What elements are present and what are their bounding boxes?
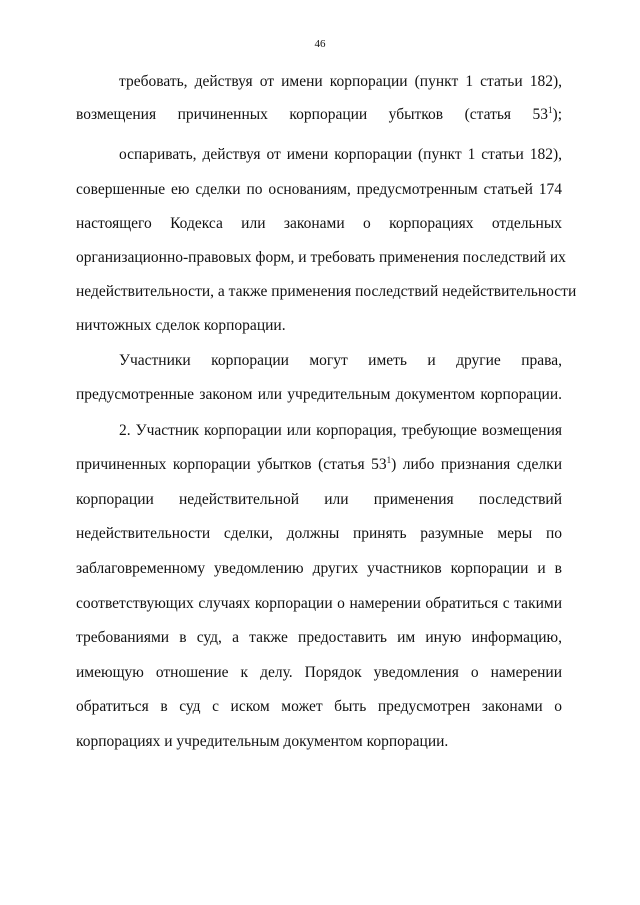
text-line: имеющую отношение к делу. Порядок уведомления о намерении <box>76 664 562 681</box>
text-line: настоящего Кодекса или законами о корпорациях отдельных <box>76 215 562 232</box>
text-line: обратиться в суд с иском может быть предусмотрен законами о <box>76 698 562 715</box>
text-line: 2. Участник корпорации или корпорация, требующие возмещения <box>119 422 562 439</box>
text-line: совершенные ею сделки по основаниям, предусмотренным статьей 174 <box>76 181 562 198</box>
page-number: 46 <box>314 38 326 50</box>
text-line: организационно-правовых форм, и требовать применения последствий их <box>76 249 566 266</box>
text-line: требовать, действуя от имени корпорации (пункт 1 статьи 182), <box>119 73 562 90</box>
text-line: корпорациях и учредительным документом корпорации. <box>76 733 449 750</box>
text-line: ничтожных сделок корпорации. <box>76 317 286 334</box>
text-line: оспаривать, действуя от имени корпорации (пункт 1 статьи 182), <box>119 146 562 163</box>
text-line: причиненных корпорации убытков (статья $53^1$) либо признания сделки <box>76 455 562 473</box>
text-line: заблаговременному уведомлению других участников корпорации и в <box>76 560 562 577</box>
text-line: соответствующих случаях корпорации о намерении обратиться с такими <box>76 595 562 612</box>
superscript: 1 <box>548 105 553 115</box>
text-line: недействительности сделки, должны принять разумные меры по <box>76 525 562 542</box>
text-line: возмещения причиненных корпорации убытков (статья $53^1$); <box>76 105 562 123</box>
superscript: 1 <box>386 455 392 465</box>
text-line: Участники корпорации могут иметь и другие права, <box>119 352 562 369</box>
text-line: недействительности, а также применения последствий недействительности <box>76 283 577 300</box>
text-line: требованиями в суд, а также предоставить им иную информацию, <box>76 629 562 646</box>
text-line: предусмотренные законом или учредительным документом корпорации. <box>76 386 562 403</box>
text-line: корпорации недействительной или применения последствий <box>76 491 562 508</box>
